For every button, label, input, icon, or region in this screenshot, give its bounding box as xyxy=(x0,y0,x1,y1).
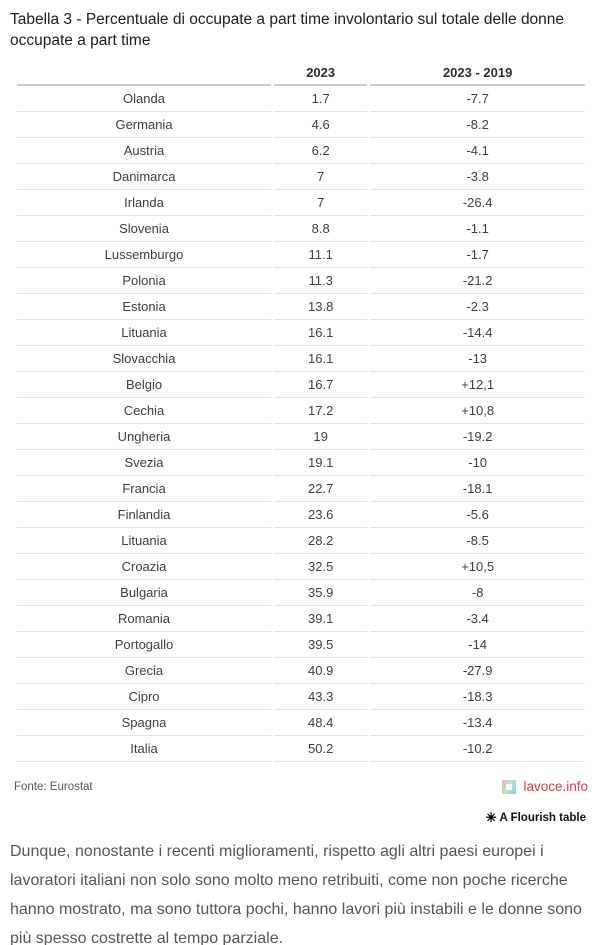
country-cell: Belgio xyxy=(17,372,271,398)
country-cell: Svezia xyxy=(17,450,271,476)
value-diff-cell: +12,1 xyxy=(370,372,585,398)
value-diff-cell: -18.3 xyxy=(370,684,585,710)
lavoce-label: lavoce.info xyxy=(523,779,588,794)
value-2023-cell: 7 xyxy=(274,164,367,190)
table-row xyxy=(17,502,585,528)
table-row xyxy=(17,216,585,242)
table-row xyxy=(17,86,585,112)
flourish-credit-label: A Flourish table xyxy=(499,811,586,824)
value-diff-cell: -7.7 xyxy=(370,86,585,112)
value-2023-cell: 17.2 xyxy=(274,398,367,424)
table-header-row xyxy=(17,60,585,86)
value-2023-cell: 32.5 xyxy=(274,554,367,580)
value-diff-cell: -5.6 xyxy=(370,502,585,528)
table-row xyxy=(17,242,585,268)
value-2023-cell: 35.9 xyxy=(274,580,367,606)
value-diff-cell: -1.7 xyxy=(370,242,585,268)
value-diff-cell: -3.4 xyxy=(370,606,585,632)
value-diff-cell: -18.1 xyxy=(370,476,585,502)
column-header-diff: 2023 - 2019 xyxy=(370,60,585,86)
country-cell: Polonia xyxy=(17,268,271,294)
country-cell: Estonia xyxy=(17,294,271,320)
value-2023-cell: 48.4 xyxy=(274,710,367,736)
value-diff-cell: -3.8 xyxy=(370,164,585,190)
country-cell: Irlanda xyxy=(17,190,271,216)
value-2023-cell: 39.5 xyxy=(274,632,367,658)
value-2023-cell: 1.7 xyxy=(274,86,367,112)
value-2023-cell: 19 xyxy=(274,424,367,450)
value-2023-cell: 43.3 xyxy=(274,684,367,710)
value-diff-cell: -13.4 xyxy=(370,710,585,736)
value-2023-cell: 13.8 xyxy=(274,294,367,320)
value-2023-cell: 6.2 xyxy=(274,138,367,164)
table-row xyxy=(17,294,585,320)
value-diff-cell: -8 xyxy=(370,580,585,606)
table-row xyxy=(17,190,585,216)
value-diff-cell: -4.1 xyxy=(370,138,585,164)
lavoce-link[interactable] xyxy=(502,779,588,794)
table-row xyxy=(17,554,585,580)
value-diff-cell: -13 xyxy=(370,346,585,372)
country-cell: Danimarca xyxy=(17,164,271,190)
country-cell: Romania xyxy=(17,606,271,632)
article-paragraph: Dunque, nonostante i recenti miglioramenti, rispetto agli altri paesi europei i lavoratori italiani non solo sono molto meno retribuiti, come non poche ricerche hanno mostrato, ma sono tuttora pochi, hanno lavori più instabili e le donne sono più spesso costrette al tempo parziale. xyxy=(10,843,582,945)
value-diff-cell: -10.2 xyxy=(370,736,585,762)
table-row xyxy=(17,346,585,372)
value-2023-cell: 4.6 xyxy=(274,112,367,138)
flourish-star-icon: ✳ xyxy=(485,810,497,825)
value-2023-cell: 16.7 xyxy=(274,372,367,398)
country-cell: Lituania xyxy=(17,528,271,554)
value-diff-cell: +10,8 xyxy=(370,398,585,424)
flourish-credit-link[interactable] xyxy=(486,811,586,824)
country-cell: Portogallo xyxy=(17,632,271,658)
table-row xyxy=(17,268,585,294)
table-row xyxy=(17,398,585,424)
value-2023-cell: 16.1 xyxy=(274,320,367,346)
value-diff-cell: -27.9 xyxy=(370,658,585,684)
country-cell: Grecia xyxy=(17,658,271,684)
country-cell: Bulgaria xyxy=(17,580,271,606)
value-diff-cell: -14 xyxy=(370,632,585,658)
value-diff-cell: -8.5 xyxy=(370,528,585,554)
value-2023-cell: 11.1 xyxy=(274,242,367,268)
data-table xyxy=(14,60,588,762)
table-row xyxy=(17,450,585,476)
value-2023-cell: 23.6 xyxy=(274,502,367,528)
country-cell: Cechia xyxy=(17,398,271,424)
country-cell: Italia xyxy=(17,736,271,762)
value-2023-cell: 28.2 xyxy=(274,528,367,554)
source-note: Fonte: Eurostat xyxy=(14,780,93,793)
table-footer xyxy=(0,779,602,794)
country-cell: Ungheria xyxy=(17,424,271,450)
table-row xyxy=(17,424,585,450)
lavoce-logo-icon xyxy=(502,780,516,794)
table-row xyxy=(17,164,585,190)
country-cell: Slovacchia xyxy=(17,346,271,372)
value-diff-cell: -8.2 xyxy=(370,112,585,138)
value-2023-cell: 22.7 xyxy=(274,476,367,502)
value-diff-cell: +10,5 xyxy=(370,554,585,580)
table-row xyxy=(17,320,585,346)
table-row xyxy=(17,476,585,502)
country-cell: Lituania xyxy=(17,320,271,346)
table-row xyxy=(17,684,585,710)
table-row xyxy=(17,632,585,658)
value-2023-cell: 8.8 xyxy=(274,216,367,242)
value-2023-cell: 7 xyxy=(274,190,367,216)
value-diff-cell: -1.1 xyxy=(370,216,585,242)
value-2023-cell: 50.2 xyxy=(274,736,367,762)
table-row xyxy=(17,528,585,554)
value-2023-cell: 16.1 xyxy=(274,346,367,372)
table-row xyxy=(17,580,585,606)
value-diff-cell: -19.2 xyxy=(370,424,585,450)
table-row xyxy=(17,658,585,684)
country-cell: Slovenia xyxy=(17,216,271,242)
column-header-2023: 2023 xyxy=(274,60,367,86)
country-cell: Olanda xyxy=(17,86,271,112)
value-diff-cell: -2.3 xyxy=(370,294,585,320)
country-cell: Lussemburgo xyxy=(17,242,271,268)
value-diff-cell: -26.4 xyxy=(370,190,585,216)
table-row xyxy=(17,112,585,138)
value-diff-cell: -14.4 xyxy=(370,320,585,346)
flourish-credit-row xyxy=(0,809,602,827)
country-cell: Cipro xyxy=(17,684,271,710)
table-row xyxy=(17,138,585,164)
country-cell: Finlandia xyxy=(17,502,271,528)
country-cell: Austria xyxy=(17,138,271,164)
country-cell: Germania xyxy=(17,112,271,138)
table-row xyxy=(17,710,585,736)
column-header-country xyxy=(17,60,271,86)
table-row xyxy=(17,606,585,632)
value-2023-cell: 11.3 xyxy=(274,268,367,294)
country-cell: Spagna xyxy=(17,710,271,736)
value-diff-cell: -10 xyxy=(370,450,585,476)
table-title: Tabella 3 - Percentuale di occupate a part time involontario sul totale delle donne occupate a part time xyxy=(10,11,565,49)
table-row xyxy=(17,372,585,398)
country-cell: Croazia xyxy=(17,554,271,580)
value-2023-cell: 39.1 xyxy=(274,606,367,632)
country-cell: Francia xyxy=(17,476,271,502)
value-2023-cell: 19.1 xyxy=(274,450,367,476)
value-diff-cell: -21.2 xyxy=(370,268,585,294)
table-row xyxy=(17,736,585,762)
value-2023-cell: 40.9 xyxy=(274,658,367,684)
